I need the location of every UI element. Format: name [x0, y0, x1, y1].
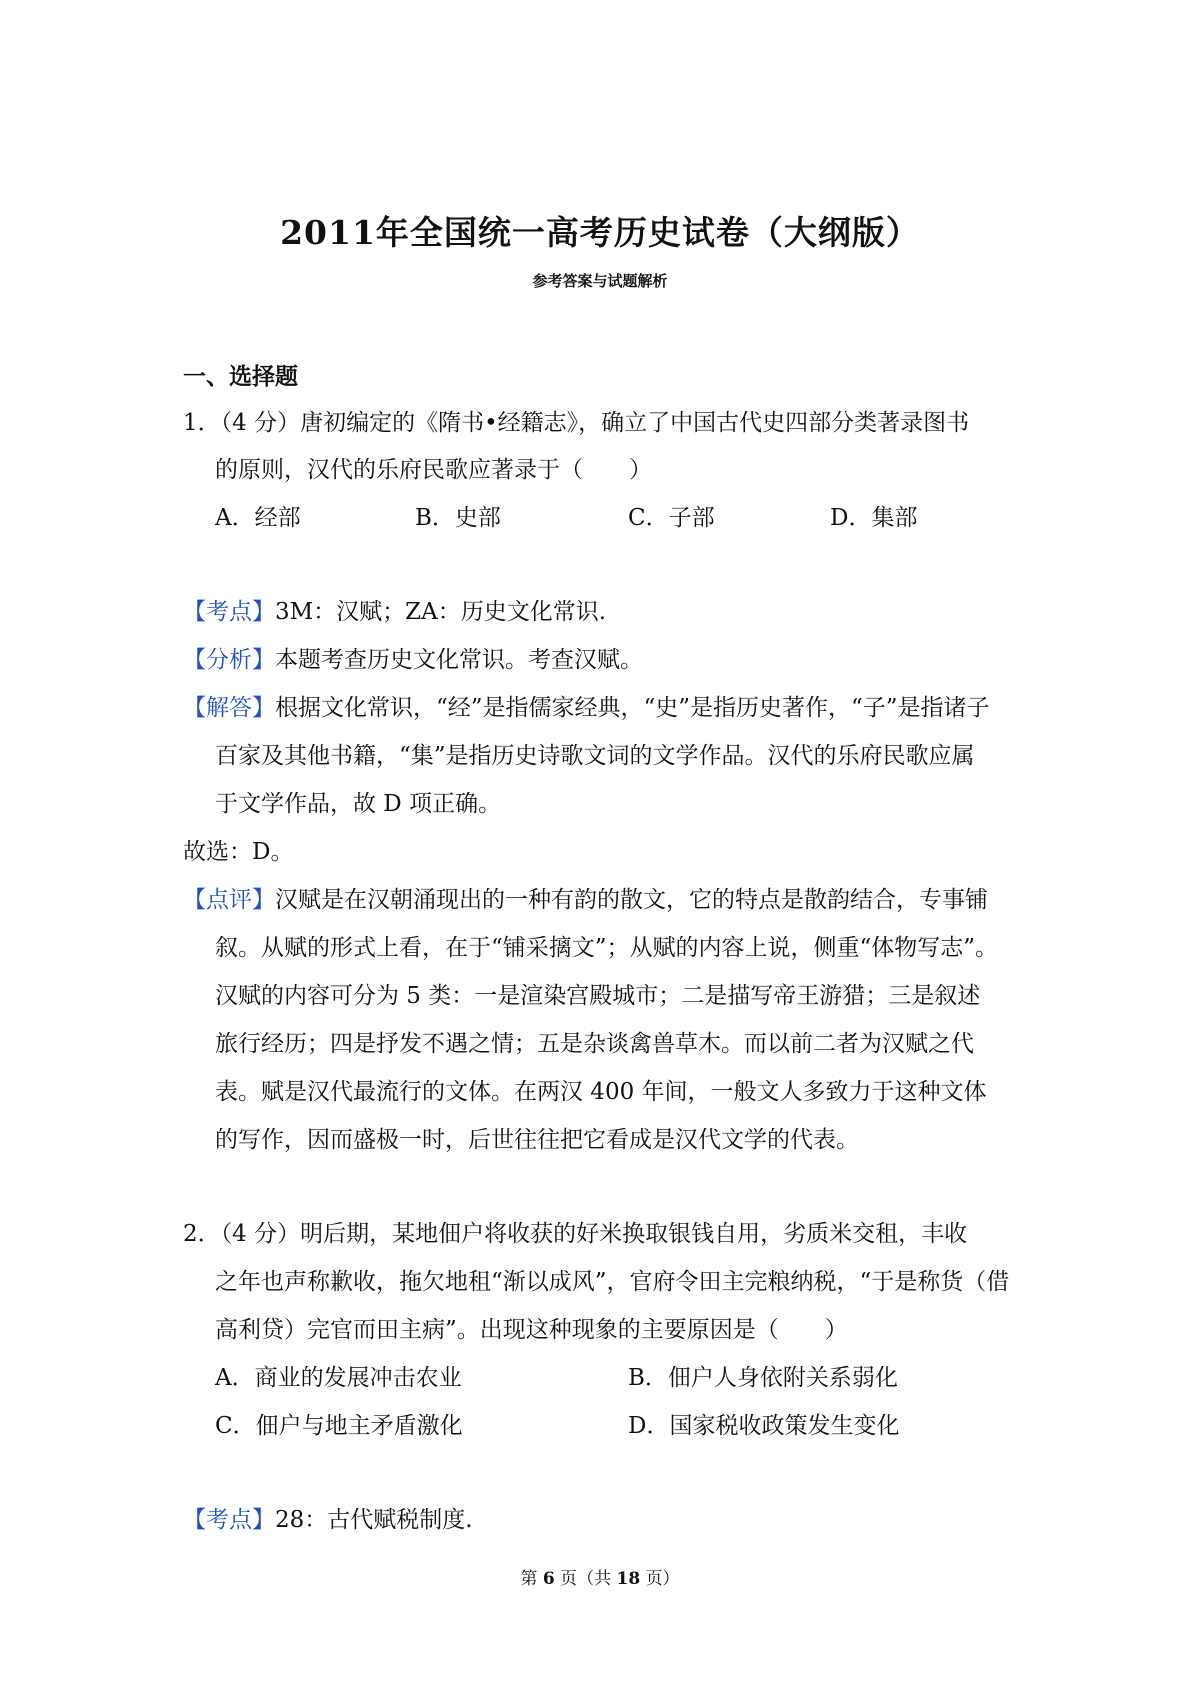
jieda-line-1: 根据文化常识，“经”是指儒家经典，“史”是指历史著作，“子”是指诸子: [275, 695, 990, 721]
footer-suffix: 页）: [645, 1569, 680, 1589]
footer-middle: 页（共: [560, 1569, 612, 1589]
page-title: 2011年全国统一高考历史试卷（大纲版）: [280, 213, 920, 252]
section-heading: 一、选择题: [183, 363, 298, 390]
footer-prefix: 第: [520, 1569, 538, 1589]
q1-stem-line-2: 的原则，汉代的乐府民歌应著录于（ ）: [215, 457, 652, 483]
page-total: 18: [616, 1569, 641, 1589]
fenxi-tag: 【分析】: [183, 647, 275, 673]
q1-fenxi: [183, 645, 643, 675]
q2-option-b: B．佃户人身依附关系弱化: [628, 1365, 898, 1391]
kaodian-text: 3M：汉赋；ZA：历史文化常识.: [275, 599, 607, 625]
q1-kaodian: [183, 597, 606, 627]
q2-option-c: C．佃户与地主矛盾激化: [215, 1413, 463, 1439]
jieda-line-2: 百家及其他书籍，“集”是指历史诗歌文词的文学作品。汉代的乐府民歌应属: [215, 743, 975, 769]
q1-option-b: B．史部: [415, 505, 501, 531]
page-subtitle: 参考答案与试题解析: [532, 272, 668, 290]
jieda-tag: 【解答】: [183, 695, 275, 721]
dianping-line-3: 汉赋的内容可分为 5 类：一是渲染宫殿城市；二是描写帝王游猎；三是叙述: [215, 983, 981, 1009]
kaodian-tag: 【考点】: [183, 599, 275, 625]
dianping-line-1: 汉赋是在汉朝涌现出的一种有韵的散文，它的特点是散韵结合，专事铺: [275, 887, 988, 913]
page-footer: [0, 1564, 1200, 1589]
page-number: 6: [542, 1569, 555, 1589]
q1-option-a: A．经部: [215, 505, 301, 531]
q1-option-c: C．子部: [628, 505, 715, 531]
q2-stem-line-1: 2．（4 分）明后期，某地佃户将收获的好米换取银钱自用，劣质米交租，丰收: [183, 1221, 968, 1247]
kaodian-text: 28：古代赋税制度.: [275, 1507, 473, 1533]
dianping-tag: 【点评】: [183, 887, 275, 913]
q2-option-d: D．国家税收政策发生变化: [628, 1413, 900, 1439]
dianping-line-4: 旅行经历；四是抒发不遇之情；五是杂谈禽兽草木。而以前二者为汉赋之代: [215, 1031, 974, 1057]
q2-kaodian: [183, 1505, 473, 1535]
q2-stem-line-3: 高利贷）完官而田主病”。出现这种现象的主要原因是（ ）: [215, 1317, 848, 1343]
dianping-line-2: 叙。从赋的形式上看，在于“铺采摛文”；从赋的内容上说，侧重“体物写志”。: [215, 935, 999, 961]
q1-stem-line-1: 1．（4 分）唐初编定的《隋书•经籍志》，确立了中国古代史四部分类著录图书: [183, 410, 970, 436]
dianping-line-5: 表。赋是汉代最流行的文体。在两汉 400 年间，一般文人多致力于这种文体: [215, 1079, 987, 1105]
q2-option-a: A．商业的发展冲击农业: [215, 1365, 462, 1391]
kaodian-tag: 【考点】: [183, 1507, 275, 1533]
dianping-line-6: 的写作，因而盛极一时，后世往往把它看成是汉代文学的代表。: [215, 1127, 859, 1153]
q2-stem-line-2: 之年也声称歉收，拖欠地租“渐以成风”，官府令田主完粮纳税，“于是称货（借: [215, 1269, 1010, 1295]
fenxi-text: 本题考查历史文化常识。考查汉赋。: [275, 647, 643, 673]
jieda-line-3: 于文学作品，故 D 项正确。: [215, 791, 502, 817]
q1-answer: 故选：D。: [183, 839, 294, 865]
q1-dianping: [183, 885, 988, 915]
q1-jieda: [183, 693, 990, 723]
q1-option-d: D．集部: [830, 505, 918, 531]
